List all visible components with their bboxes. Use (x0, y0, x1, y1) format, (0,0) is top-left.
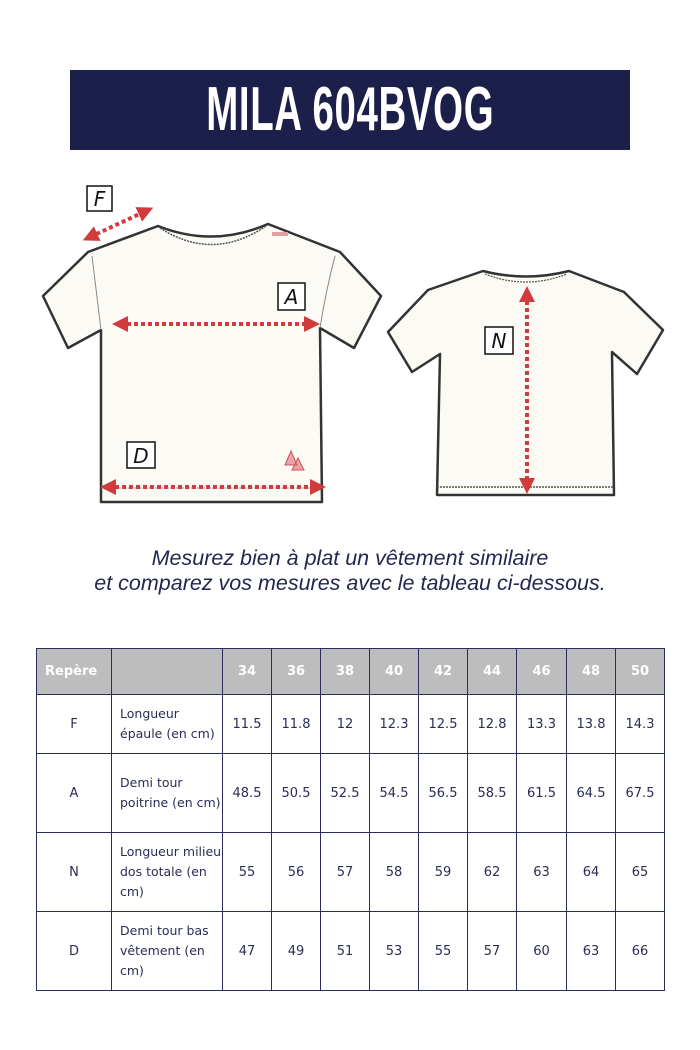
cell-value: 49 (272, 912, 321, 991)
cell-value: 63 (567, 912, 616, 991)
header-size: 38 (321, 649, 370, 695)
cell-value: 48.5 (223, 754, 272, 833)
title-banner (70, 70, 630, 150)
table-row (37, 912, 665, 991)
header-size: 50 (616, 649, 665, 695)
cell-value: 51 (321, 912, 370, 991)
row-key: D (37, 912, 112, 991)
cell-value: 52.5 (321, 754, 370, 833)
cell-value: 12 (321, 695, 370, 754)
cell-value: 13.8 (567, 695, 616, 754)
cell-value: 67.5 (616, 754, 665, 833)
cell-value: 55 (223, 833, 272, 912)
cell-value: 56 (272, 833, 321, 912)
header-size: 48 (567, 649, 616, 695)
cell-value: 60 (517, 912, 567, 991)
cell-value: 59 (419, 833, 468, 912)
header-size: 44 (468, 649, 517, 695)
product-title: MILA 604BVOG (206, 75, 494, 144)
table-row (37, 695, 665, 754)
cell-value: 11.8 (272, 695, 321, 754)
caption-line-2: et comparez vos mesures avec le tableau ci-dessous. (94, 571, 606, 595)
cell-value: 58 (370, 833, 419, 912)
caption-line-1: Mesurez bien à plat un vêtement similaire (151, 546, 549, 570)
cell-value: 65 (616, 833, 665, 912)
label-n: N (491, 329, 507, 353)
header-repere: Repère (37, 649, 112, 695)
header-size: 40 (370, 649, 419, 695)
cell-value: 55 (419, 912, 468, 991)
row-description: Longueur épaule (en cm) (112, 695, 223, 754)
tshirt-illustration (0, 170, 700, 520)
cell-value: 54.5 (370, 754, 419, 833)
table-row (37, 754, 665, 833)
cell-value: 12.5 (419, 695, 468, 754)
cell-value: 62 (468, 833, 517, 912)
cell-value: 64 (567, 833, 616, 912)
row-description: Demi tour bas vêtement (en cm) (112, 912, 223, 991)
header-description (112, 649, 223, 695)
table-row (37, 833, 665, 912)
cell-value: 53 (370, 912, 419, 991)
label-a: A (284, 285, 299, 309)
cell-value: 47 (223, 912, 272, 991)
cell-value: 14.3 (616, 695, 665, 754)
cell-value: 11.5 (223, 695, 272, 754)
table-header-row (37, 649, 665, 695)
row-description: Demi tour poitrine (en cm) (112, 754, 223, 833)
header-size: 42 (419, 649, 468, 695)
label-d: D (133, 444, 149, 468)
cell-value: 13.3 (517, 695, 567, 754)
header-size: 36 (272, 649, 321, 695)
cell-value: 66 (616, 912, 665, 991)
cell-value: 64.5 (567, 754, 616, 833)
cell-value: 50.5 (272, 754, 321, 833)
label-f: F (93, 187, 106, 211)
cell-value: 57 (468, 912, 517, 991)
header-size: 46 (517, 649, 567, 695)
cell-value: 12.3 (370, 695, 419, 754)
cell-value: 63 (517, 833, 567, 912)
size-chart-table (36, 648, 665, 991)
measurement-instructions (0, 546, 700, 596)
cell-value: 57 (321, 833, 370, 912)
row-description: Longueur milieu dos totale (en cm) (112, 833, 223, 912)
cell-value: 58.5 (468, 754, 517, 833)
front-tshirt-icon (43, 224, 381, 502)
row-key: A (37, 754, 112, 833)
cell-value: 61.5 (517, 754, 567, 833)
row-key: F (37, 695, 112, 754)
row-key: N (37, 833, 112, 912)
cell-value: 56.5 (419, 754, 468, 833)
header-size: 34 (223, 649, 272, 695)
cell-value: 12.8 (468, 695, 517, 754)
